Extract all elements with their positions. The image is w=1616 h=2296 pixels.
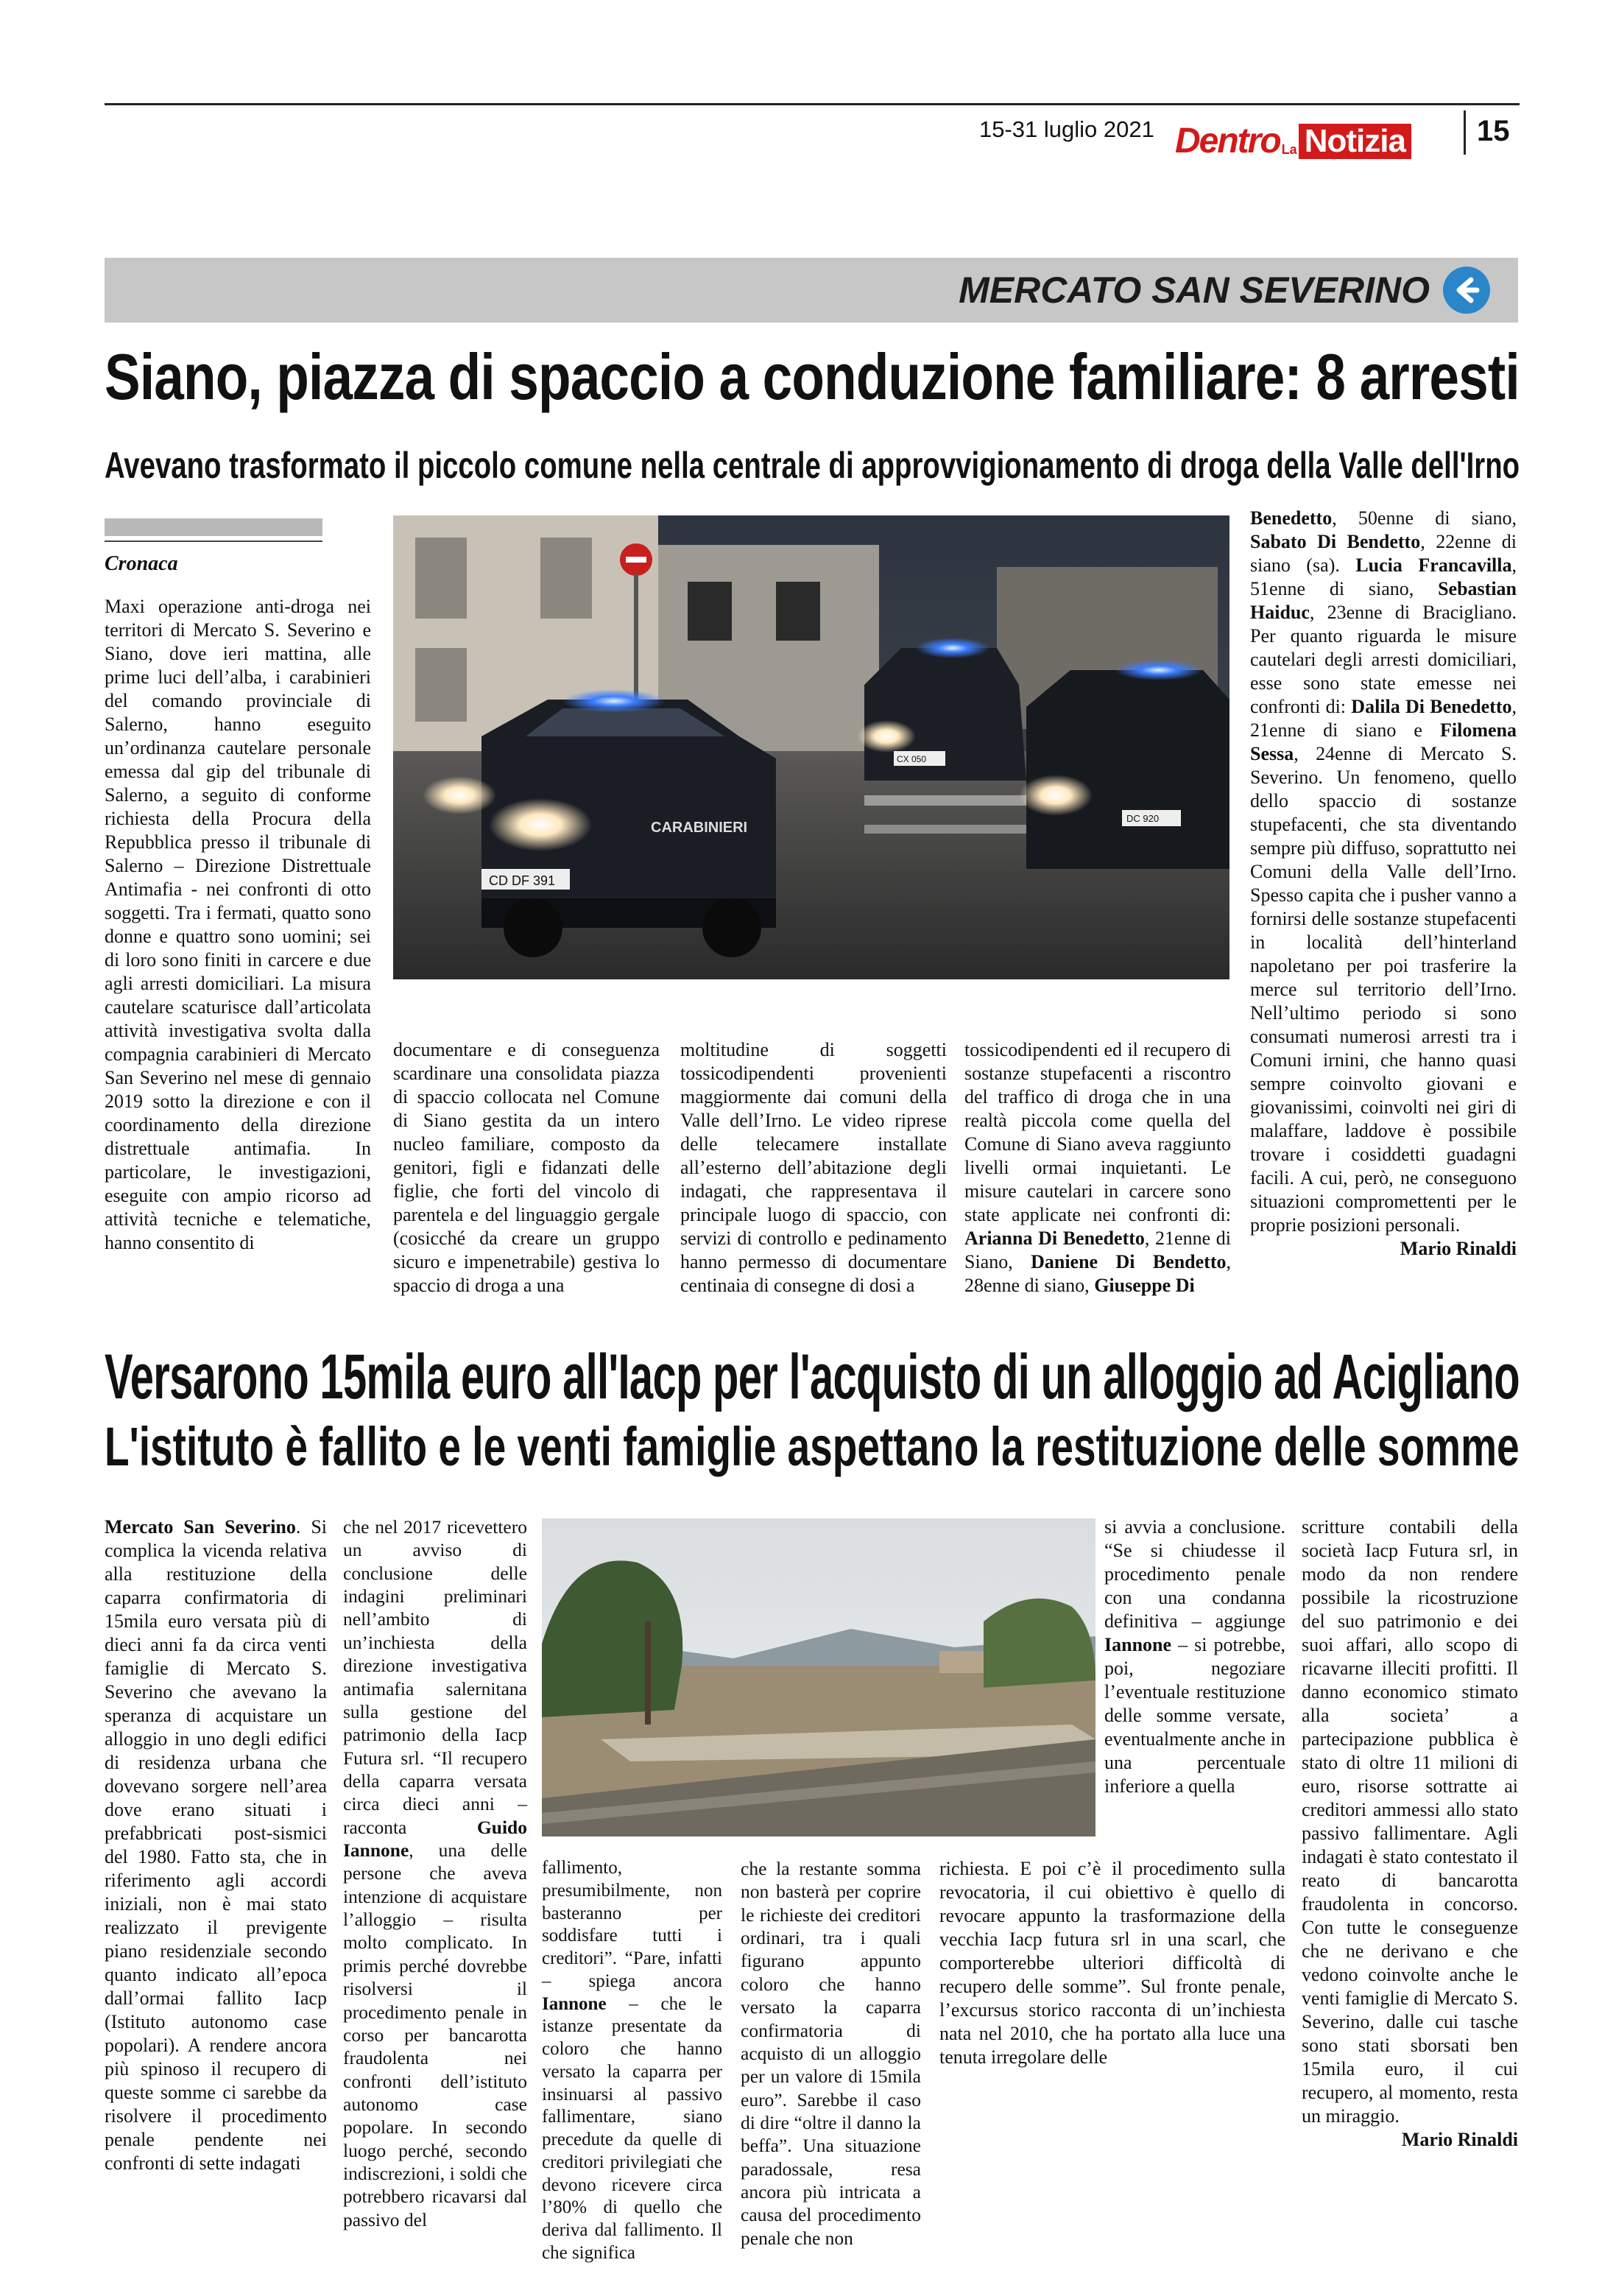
masthead-la: La [1281, 142, 1297, 157]
masthead-dentro: Dentro [1175, 122, 1280, 161]
article2-headline: Versarono 15mila euro all'Iacp per l'acquisto di un alloggio ad Acigliano [105, 1342, 1520, 1412]
article2-lead: Mercato San Severino [105, 1516, 296, 1538]
article2-column-6 [1302, 1515, 1518, 2267]
plate-2: CX 050 [897, 754, 927, 764]
top-rule [105, 103, 1520, 105]
defendant-name: Sabato Di Bendetto [1250, 531, 1421, 552]
article2-signature: Mario Rinaldi [1401, 2129, 1518, 2150]
article2-col6-text: scritture contabili della società Iacp Futura srl, in modo da non rendere possibile la ricostruzione del suo patrimonio e dei suoi affari, allo scopo di ricavarne illeciti profitti. Il danno economico stimato alla societa’ a partecipazione pubblica è stato di oltre 11 milioni di euro, risorse sottratte ai creditori ammessi allo stato passivo fallimentare. Agli indagati è stato contestato il reato di bancarotta fraudolenta in concorso. Con tutte le conseguenze che ne derivano e che vedono coinvolte anche le venti famiglie di Mercato S. Severino, dalle cui tasche sono stati sborsati ben 15mila euro, il cui recupero, al momento, resta un miraggio. [1302, 1516, 1518, 2127]
plate-1: CD DF 391 [489, 873, 556, 888]
defendant-name: Benedetto [1250, 507, 1333, 529]
person-name: Iannone [1104, 1634, 1172, 1655]
plate-3: DC 920 [1126, 813, 1160, 824]
article1-column-5 [1250, 507, 1517, 1302]
defendant-name: Lucia Francavilla [1355, 554, 1512, 576]
arrow-left-circle-icon[interactable] [1443, 267, 1490, 314]
article2-column-3 [542, 1857, 722, 2269]
person-name: Guido Iannone [343, 1816, 527, 1862]
masthead-logo [1175, 110, 1411, 159]
masthead-notizia: Notizia [1299, 124, 1411, 159]
article1-photo [393, 515, 1229, 979]
article1-column-2 [393, 1038, 660, 1318]
defendant-name: Dalila Di Benedetto [1351, 696, 1512, 717]
defendant-name: Filomena Sessa [1250, 719, 1517, 764]
article1-col4-text: , 28enne di siano, [964, 1251, 1231, 1296]
defendant-name: Giuseppe Di [1094, 1275, 1195, 1296]
article2-col5-text: – si potrebbe, poi, negoziare l’eventuale restituzione delle somme versate, eventualmente anche in una percentuale inferiore a quella [1104, 1634, 1285, 1797]
article1-column-4 [964, 1038, 1231, 1318]
rubric-bar [105, 518, 322, 536]
article1-subheadline: Avevano trasformato il piccolo comune nella centrale di approvvigionamento di droga della Valle dell'Irno [105, 445, 1520, 486]
defendant-name: Arianna Di Benedetto [964, 1228, 1145, 1249]
article1-col5-text: , 22enne di siano (sa). [1250, 531, 1517, 576]
article1-col2-text: documentare e di conseguenza scardinare una consolidata piazza di spaccio collocata nel Comune di Siano gestita da un intero nucleo familiare, composto da genitori, figli e fidanzati delle figlie, che forti del vincolo di parentela e del linguaggio gergale (cosicché da creare un gruppo sicuro e impenetrabile) gestiva lo spaccio di droga a una [393, 1039, 660, 1296]
article2-col2-text: , una delle persone che aveva intenzione di acquistare l’alloggio – risulta molto complicato. In primis perché dovrebbe risolversi il procedimento penale in corso per bancarotta fraudolenta nei confronti dell’istituto autonomo case popolare. In secondo luogo perché, secondo indiscrezioni, i soldi che potrebbero ricavarsi dal passivo del [343, 1839, 527, 2230]
issue-date: 15-31 luglio 2021 [979, 116, 1154, 142]
article2-column-2 [343, 1515, 527, 2267]
page-number-separator [1464, 110, 1466, 155]
article1-column-3 [680, 1038, 947, 1318]
article2-column-5-bottom [939, 1857, 1285, 2269]
page-number: 15 [1477, 115, 1510, 147]
article1-col5-text: , 21enne di siano e [1250, 696, 1517, 741]
article2-col3-text: – che le istanze presentate da coloro che hanno versato la caparra per insinuarsi al passivo fallimentare, siano precedute da quelle di creditori privilegiati che devono ricevere circa l’80% di quello che deriva dal fallimento. Il che significa [542, 1993, 722, 2263]
article1-col4-text: , 21enne di Siano, [964, 1228, 1231, 1272]
article2-subheadline: L'istituto è fallito e le venti famiglie aspettano la restituzione delle somme [105, 1416, 1520, 1477]
article1-col5-text: , 50enne di siano, [1332, 507, 1517, 529]
article2-column-1 [105, 1515, 327, 2267]
article1-headline: Siano, piazza di spaccio a conduzione familiare: 8 arresti [105, 340, 1520, 413]
article2-col4-text: che la restante somma non basterà per coprire le richieste dei creditori ordinari, tra i quali figurano appunto coloro che hanno versato la caparra confirmatoria di acquisto di un alloggio per un valore di 15mila euro”. Sarebbe il caso di dire “oltre il danno la beffa”. Una situazione paradossale, resa ancora più intricata a causa del procedimento penale che non [741, 1858, 921, 2249]
article2-col2-text: che nel 2017 ricevettero un avviso di conclusione delle indagini preliminari nell’ambito di un’inchiesta della direzione investigativa antimafia salernitana sulla gestione del patrimonio della Iacp Futura srl. “Il recupero della caparra versata circa dieci anni – racconta [343, 1516, 527, 1838]
article2-photo [542, 1518, 1095, 1837]
article1-col1-text: Maxi operazione anti-droga nei territori di Mercato S. Severino e Siano, dove ieri mattina, alle prime luci dell’alba, i carabinieri del comando provinciale di Salerno, hanno eseguito un’ordinanza cautelare personale emessa dal gip del tribunale di Salerno, a seguito di conforme richiesta della Procura della Repubblica presso il tribunale di Salerno – Direzione Distrettuale Antimafia - nei confronti di otto soggetti. Tra i fermati, quatto sono donne e quattro sono uomini; sei di loro sono finiti in carcere e due agli arresti domiciliari. La misura cautelare scaturisce dall’articolata attività investigativa svolta dalla compagnia carabinieri di Mercato San Severino nel mese di gennaio 2019 sotto la direzione e con il coordinamento della direzione distrettuale antimafia. In particolare, le investigazioni, eseguite con ampio ricorso ad attività tecniche e telematiche, hanno consentito di [105, 596, 371, 1253]
article2-col3-text: fallimento, presumibilmente, non basteranno per soddisfare tutti i creditori”. “Pare, infatti – spiega ancora [542, 1858, 722, 1991]
car-lettering: CARABINIERI [651, 820, 748, 836]
defendant-name: Sebastian Haiduc [1250, 578, 1517, 623]
section-label: MERCATO SAN SEVERINO [959, 270, 1430, 311]
article1-col3-text: moltitudine di soggetti tossicodipendenti provenienti maggiormente dai comuni della Valle dell’Irno. Le video riprese delle telecamere installate all’esterno dell’abitazione degli indagati, che rappresentava il principale luogo di spaccio, con servizi di controllo e pedinamento hanno permesso di documentare centinaia di consegne di dosi a [680, 1039, 947, 1296]
article2-col1-text: . Si complica la vicenda relativa alla restituzione della caparra confirmatoria di 15mila euro versata più di dieci anni fa da circa venti famiglie di Mercato S. Severino che avevano la speranza di acquistare un alloggio in uno degli edifici di residenza urbana che dovevano sorgere nell’area dove erano situati i prefabbricati post-sismici del 1980. Fatto sta, che in riferimento agli accordi iniziali, non è mai stato realizzato il previgente piano residenziale secondo quanto indicato all’epoca dall’ormai fallito Iacp (Istituto autonomo case popolari). A rendere ancora più spinoso il recupero di queste somme ci sarebbe da risolvere il procedimento penale pendente nei confronti di sette indagati [105, 1516, 327, 2174]
rubric-rule [105, 540, 322, 542]
article1-col5-text: , 51enne di siano, [1250, 554, 1517, 599]
rubric-label: Cronaca [105, 552, 178, 575]
article2-column-4 [741, 1857, 921, 2269]
article1-col5-text: , 23enne di Bracigliano. Per quanto riguarda le misure cautelari degli arresti domiciliari, esse sono state emesse nei confronti di: [1250, 602, 1517, 717]
article1-signature: Mario Rinaldi [1400, 1238, 1517, 1259]
article2-col5-bottom-text: richiesta. E poi c’è il procedimento sulla revocatoria, il cui obiettivo è quello di revocare appunto la trasformazione della vecchia Iacp futura srl in una scarl, che comporterebbe ulteriori difficoltà di recupero delle somme”. Sul fronte penale, l’excursus storico racconta di un’inchiesta nata nel 2010, che ha portato alla luce una tenuta irregolare delle [939, 1858, 1285, 2068]
article1-column-1 [105, 595, 371, 1317]
defendant-name: Daniene Di Bendetto [1031, 1251, 1227, 1272]
article2-column-5-top [1104, 1515, 1285, 1839]
article2-col5-text: si avvia a conclusione. “Se si chiudesse il procedimento penale con una condanna definitiva – aggiunge [1104, 1516, 1285, 1632]
person-name: Iannone [542, 1993, 607, 2014]
article1-col5-text: , 24enne di Mercato S. Severino. Un fenomeno, quello dello spaccio di sostanze stupefacenti, che sta diventando sempre più diffuso, soprattutto nei Comuni della Valle dell’Irno. Spesso capita che i pusher vanno a fornirsi delle sostanze stupefacenti in località dell’hinterland napoletano per poi trasferire la merce sul territorio dell’Irno. Nell’ultimo periodo si sono consumati numerosi arresti tra i Comuni irnini, che hanno quasi sempre coinvolto giovani e giovanissimi, coinvolti nei giri di malaffare, laddove è possibile trovare i cosiddetti guadagni facili. A cui, però, ne conseguono situazioni compromettenti per le proprie posizioni personali. [1250, 743, 1517, 1236]
article1-col4-text: tossicodipendenti ed il recupero di sostanze stupefacenti a riscontro del traffico di droga che in una realtà piccola come quella del Comune di Siano aveva raggiunto livelli ormai inquietanti. Le misure cautelari in carcere sono state applicate nei confronti di: [964, 1039, 1231, 1225]
